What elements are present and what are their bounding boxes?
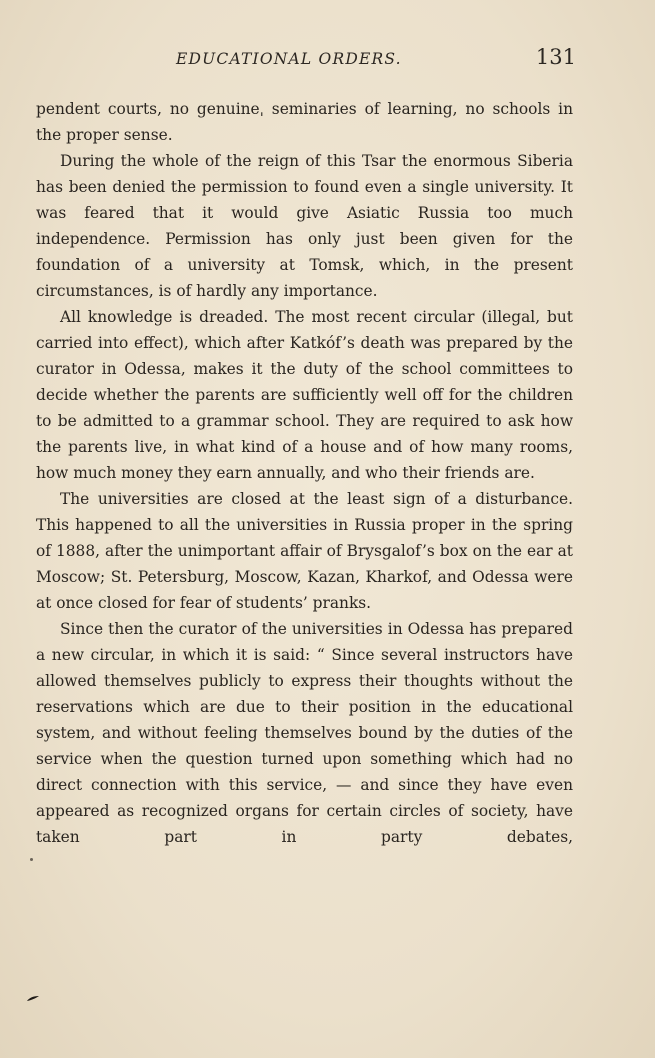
paragraph-4: The universities are closed at the least sign of a disturbance. This happened to all the universities in Russia proper in the spring of 1888, after the unimportant affair of Brysgalof’s box on the ear at Moscow; St. Petersburg, Moscow, Kazan, Kharkof, and Odessa were at once closed for fear of students’ pranks. (36, 490, 573, 612)
paragraph-2: During the whole of the reign of this Tsar the enormous Siberia has been denied the permission to found even a single university. It was feared that it would give Asiatic Russia too much independence. Permission has only just been given for the foundation of a university at Tomsk, which, in the present circumstances, is of hardly any importance. (36, 152, 573, 300)
paragraph-5: Since then the curator of the universities in Odessa has prepared a new circular, in which it is said: “ Since several instructors have allowed themselves publicly to express their thoughts without the reservations which are due to their position in the educational system, and without feeling themselves bound by the duties of the service when the question turned upon something which had no direct connection with this service, — and since they have even appeared as recognized organs for certain circles of society, have taken part in party debates, (36, 620, 573, 846)
page-header (36, 44, 576, 78)
paragraph-3: All knowledge is dreaded. The most recent circular (illegal, but carried into effect), which after Katkóf’s death was prepared by the curator in Odessa, makes it the duty of the school committees to decide whether the parents are sufficiently well off for the children to be admitted to a grammar school. They are required to ask how the parents live, in what kind of a house and of how many rooms, how much money they earn annually, and who their friends are. (36, 308, 573, 482)
page-number: 131 (535, 45, 576, 69)
paragraph-1: pendent courts, no genuineˌ seminaries of learning, no schools in the proper sense. (36, 100, 573, 144)
ink-mark-icon (26, 995, 40, 1002)
ink-speck (30, 858, 33, 861)
running-title: EDUCATIONAL ORDERS. (176, 50, 402, 68)
body-text (36, 96, 573, 850)
